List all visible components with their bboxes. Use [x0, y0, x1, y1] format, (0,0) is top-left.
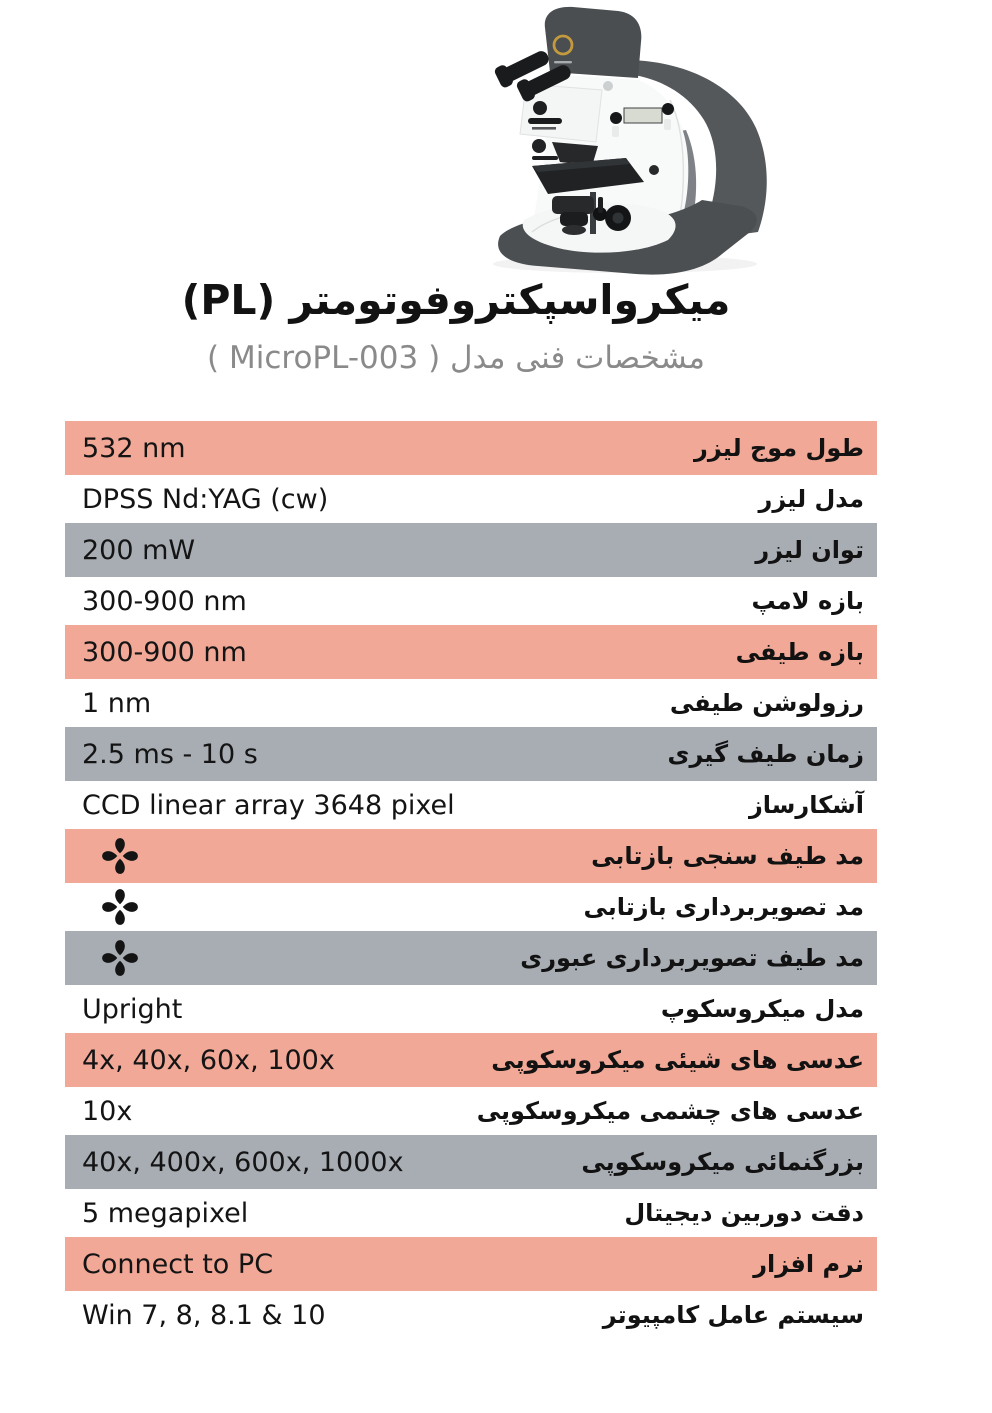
spec-row — [65, 931, 877, 985]
spec-value: 2.5 ms - 10 s — [82, 738, 258, 770]
spec-label: دقت دوربین دیجیتال — [624, 1199, 864, 1227]
spec-label: نرم افزار — [753, 1250, 864, 1278]
spec-value: Win 7, 8, 8.1 & 10 — [82, 1299, 326, 1331]
spec-label: عدسی های شیئی میکروسکوپی — [491, 1046, 864, 1074]
four-petal-flower-icon — [100, 887, 140, 927]
spec-label: مد طیف تصویربرداری عبوری — [520, 944, 864, 972]
spec-label: زمان طیف گیری — [667, 740, 864, 768]
spec-value: 10x — [82, 1095, 133, 1127]
spec-row — [65, 1033, 877, 1087]
spec-label: توان لیزر — [755, 536, 864, 564]
spec-row — [65, 625, 877, 679]
spec-value: CCD linear array 3648 pixel — [82, 789, 455, 821]
microscope-image — [440, 0, 790, 285]
spec-value: 300-900 nm — [82, 585, 247, 617]
spec-row — [65, 883, 877, 931]
spec-row — [65, 577, 877, 625]
spec-value: 532 nm — [82, 432, 186, 464]
spec-value-icon-cell — [65, 887, 140, 927]
spec-row — [65, 781, 877, 829]
spec-row — [65, 1135, 877, 1189]
spec-table — [65, 421, 877, 1339]
spec-label: مدل میکروسکوپ — [660, 995, 864, 1023]
four-petal-flower-icon — [100, 938, 140, 978]
spec-label: مدل لیزر — [758, 485, 864, 513]
spec-row — [65, 829, 877, 883]
spec-row — [65, 475, 877, 523]
spec-label: سیستم عامل کامپیوتر — [602, 1301, 864, 1329]
spec-row — [65, 1189, 877, 1237]
microscope-illustration — [440, 0, 790, 285]
spec-value: 300-900 nm — [82, 636, 247, 668]
spec-label: رزولوشن طیفی — [669, 689, 864, 717]
spec-value: Upright — [82, 993, 183, 1025]
spec-label: مد طیف سنجی بازتابی — [591, 842, 864, 870]
page-title: میکرواسپکتروفوتومتر (PL) — [181, 276, 731, 324]
spec-label: عدسی های چشمی میکروسکوپی — [476, 1097, 864, 1125]
spec-row — [65, 1291, 877, 1339]
spec-label: طول موج لیزر — [694, 434, 864, 462]
spec-value: 200 mW — [82, 534, 196, 566]
spec-value-icon-cell — [65, 836, 140, 876]
spec-value: 4x, 40x, 60x, 100x — [82, 1044, 335, 1076]
spec-value: DPSS Nd:YAG (cw) — [82, 483, 329, 515]
spec-row — [65, 421, 877, 475]
spec-row — [65, 1087, 877, 1135]
spec-label: آشکارساز — [748, 791, 864, 819]
spec-label: بزرگنمائی میکروسکوپی — [581, 1148, 864, 1176]
spec-value-icon-cell — [65, 938, 140, 978]
spec-label: بازه طیفی — [735, 638, 864, 666]
spec-row — [65, 985, 877, 1033]
spec-row — [65, 523, 877, 577]
spec-row — [65, 679, 877, 727]
spec-row — [65, 1237, 877, 1291]
spec-row — [65, 727, 877, 781]
spec-value: 5 megapixel — [82, 1197, 249, 1229]
page-subtitle: مشخصات فنی مدل ( MicroPL-003 ) — [207, 340, 705, 376]
spec-label: مد تصویربرداری بازتابی — [583, 893, 864, 921]
spec-value: 1 nm — [82, 687, 152, 719]
spec-label: بازه لامپ — [751, 587, 864, 615]
spec-value: Connect to PC — [82, 1248, 274, 1280]
spec-value: 40x, 400x, 600x, 1000x — [82, 1146, 404, 1178]
four-petal-flower-icon — [100, 836, 140, 876]
